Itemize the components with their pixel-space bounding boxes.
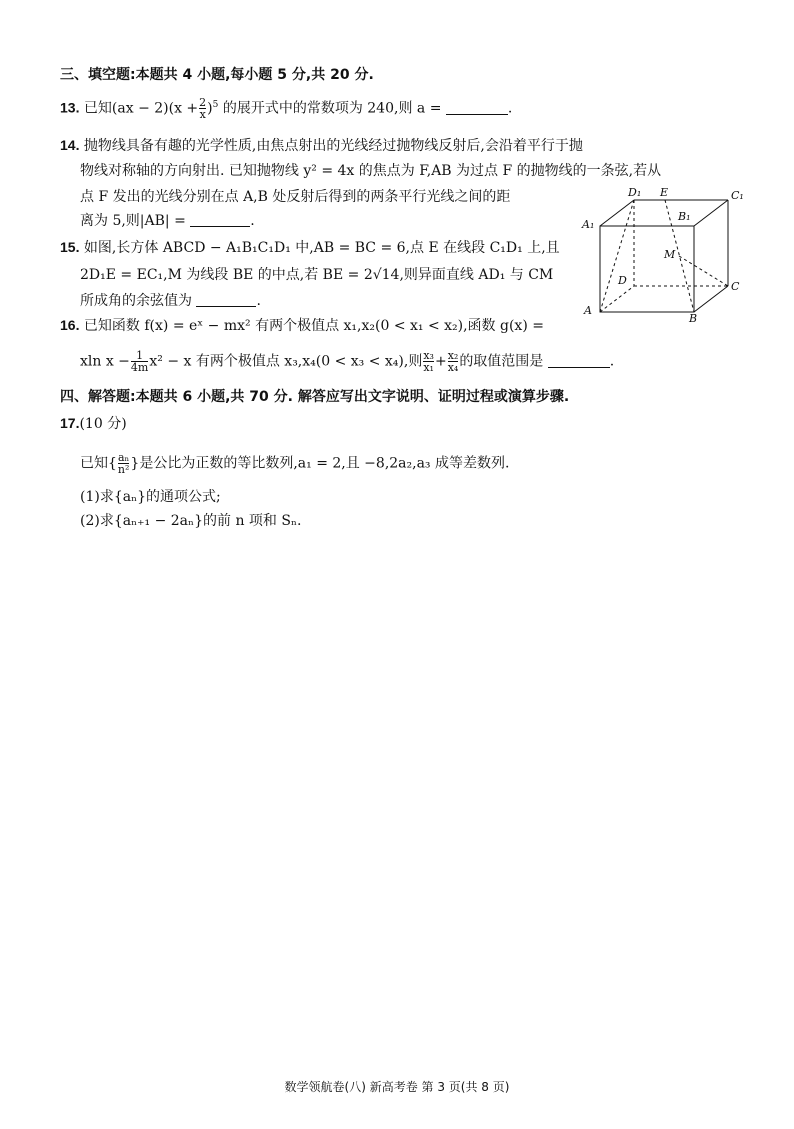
question-17-points: (10 分): [79, 416, 127, 432]
fraction-denominator: x₁: [423, 361, 434, 374]
question-16-text-1: 已知函数 f(x) = eˣ − mx² 有两个极值点 x₁,x₂(0 < x₁ < x₂),函数 g(x) =: [83, 318, 544, 334]
question-14-line-3: 点 F 发出的光线分别在点 A,B 处反射后得到的两条平行光线之间的距: [80, 189, 511, 205]
question-13: [60, 96, 512, 120]
fraction-denominator: x₄: [447, 361, 459, 374]
question-15-number: 15.: [60, 239, 80, 255]
page-footer: 数学领航卷(八) 新高考卷 第 3 页(共 8 页): [284, 1080, 510, 1094]
answer-blank-16[interactable]: [548, 353, 610, 368]
question-13-fraction: [199, 97, 206, 120]
label-d1: D₁: [628, 186, 642, 199]
fraction-numerator: aₙ: [118, 451, 130, 464]
edge-b-c: [694, 286, 728, 312]
question-17-number: 17.: [60, 415, 80, 431]
fraction-numerator: 1: [136, 349, 144, 362]
question-17-heading: [60, 414, 127, 433]
question-17-stem: [80, 452, 509, 475]
answer-blank-14[interactable]: [190, 212, 250, 227]
label-e: E: [660, 186, 669, 199]
question-15-line-3: [80, 292, 261, 310]
question-16-period: .: [609, 353, 615, 370]
question-17-part-1: (1)求{aₙ}的通项公式;: [80, 489, 221, 505]
fraction-denominator: x: [199, 108, 206, 122]
question-15-text-1: 如图,长方体 ABCD − A₁B₁C₁D₁ 中,AB = BC = 6,点 E 在线段 C₁D₁ 上,且: [83, 240, 560, 256]
answer-blank-15[interactable]: [196, 292, 256, 307]
cuboid-figure: [576, 186, 752, 322]
question-17-text-post: }是公比为正数的等比数列,a₁ = 2,且 −8,2a₂,a₃ 成等差数列.: [130, 455, 510, 472]
question-16-fraction-2: [423, 350, 434, 373]
question-14-period: .: [250, 213, 255, 229]
label-c: C: [731, 280, 740, 293]
question-17-part-2: (2)求{aₙ₊₁ − 2aₙ}的前 n 项和 Sₙ.: [80, 513, 302, 529]
question-13-text-pre: 已知(ax − 2)(x +: [83, 100, 199, 117]
question-16-line-1: [60, 316, 544, 335]
question-16-text-pre: xln x −: [80, 353, 130, 370]
question-16-fraction-3: [448, 350, 459, 373]
edge-a1-d1: [600, 200, 634, 226]
line-a-d1: [600, 200, 634, 312]
question-13-exponent: 5: [212, 100, 219, 110]
label-a: A: [584, 304, 592, 317]
label-c1: C₁: [731, 189, 744, 202]
edge-b1-c1: [694, 200, 728, 226]
question-13-text-post: ): [207, 100, 213, 117]
question-14-text-4: 离为 5,则|AB| =: [80, 213, 186, 229]
question-14-number: 14.: [60, 137, 80, 153]
question-14-line-4: [80, 212, 255, 230]
label-d: D: [618, 274, 627, 287]
question-16-line-2: [80, 350, 614, 373]
fraction-denominator: n²: [117, 463, 130, 476]
question-13-number: 13.: [60, 99, 80, 116]
question-16-number: 16.: [60, 317, 80, 333]
question-17-fraction: [118, 452, 130, 475]
question-15-period: .: [256, 293, 261, 309]
question-13-text-tail: 的展开式中的常数项为 240,则 a =: [218, 100, 442, 117]
fraction-numerator: 2: [199, 96, 207, 110]
question-16-text-mid: x² − x 有两个极值点 x₃,x₄(0 < x₃ < x₄),则: [149, 353, 423, 370]
question-14-line-2: 物线对称轴的方向射出. 已知抛物线 y² = 4x 的焦点为 F,AB 为过点 F 的抛物线的一条弦,若从: [80, 163, 662, 179]
label-b1: B₁: [678, 210, 691, 223]
front-face: [600, 226, 694, 312]
edge-a-d: [600, 286, 634, 312]
label-a1: A₁: [582, 218, 595, 231]
question-15-line-2: 2D₁E = EC₁,M 为线段 BE 的中点,若 BE = 2√14,则异面直线 AD₁ 与 CM: [80, 267, 554, 283]
fraction-numerator: x₃: [423, 349, 434, 362]
question-15-text-3: 所成角的余弦值为: [80, 293, 192, 309]
question-15-line-1: [60, 238, 560, 257]
label-m: M: [664, 248, 676, 261]
section-4-header: 四、解答题:本题共 6 小题,共 70 分. 解答应写出文字说明、证明过程或演算步骤.: [60, 389, 570, 405]
question-14-text-1: 抛物线具备有趣的光学性质,由焦点射出的光线经过抛物线反射后,会沿着平行于抛: [83, 138, 583, 154]
label-b: B: [689, 312, 698, 322]
question-16-fraction-1: [131, 350, 148, 373]
question-13-period: .: [507, 100, 513, 117]
fraction-denominator: 4m: [130, 361, 149, 374]
section-3-header: 三、填空题:本题共 4 小题,每小题 5 分,共 20 分.: [60, 67, 374, 83]
answer-blank-13[interactable]: [446, 100, 508, 115]
question-16-text-tail: 的取值范围是: [459, 353, 544, 370]
question-17-text-pre: 已知{: [80, 455, 117, 472]
question-14-line-1: [60, 136, 583, 155]
fraction-numerator: x₂: [447, 349, 459, 362]
plus-sign: +: [434, 353, 447, 370]
